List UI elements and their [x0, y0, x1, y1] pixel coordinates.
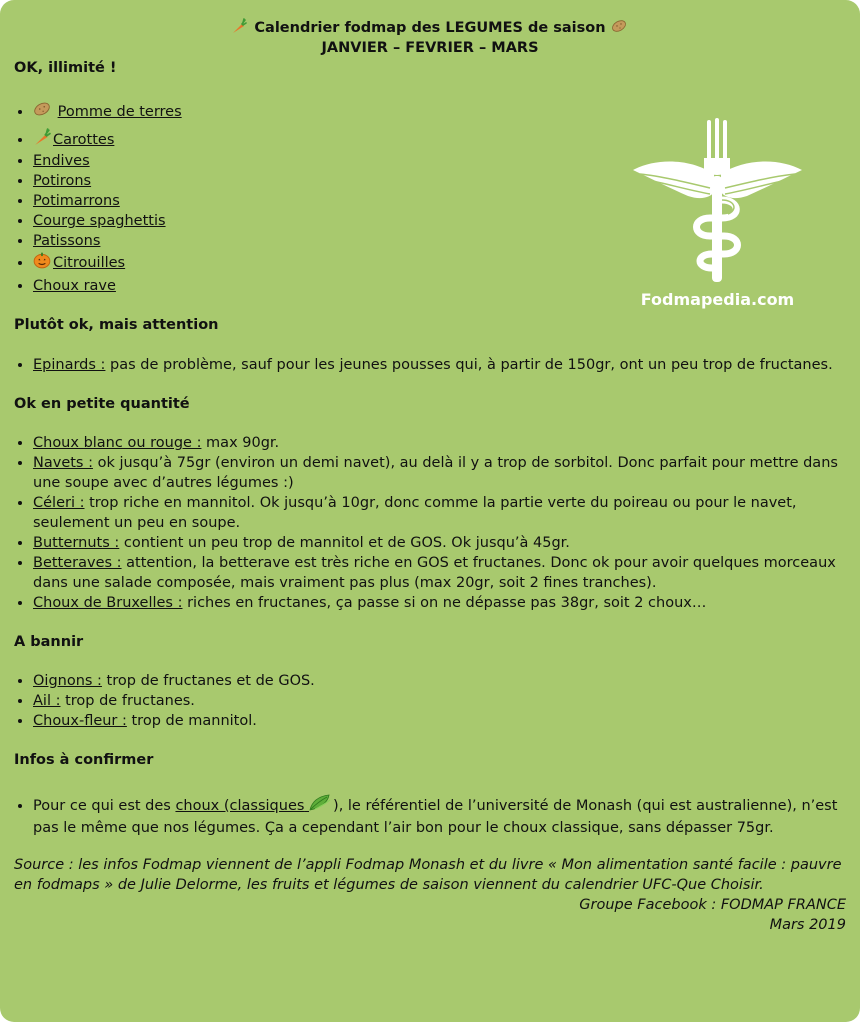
link-navets[interactable]: Navets : [33, 455, 93, 471]
title-text: Calendrier fodmap des LEGUMES de saison [254, 20, 606, 36]
link-courge-spaghettis[interactable]: Courge spaghettis [33, 213, 166, 229]
item-text: riches en fructanes, ça passe si on ne dépasse pas 38gr, soit 2 choux… [182, 595, 707, 611]
link-patissons[interactable]: Patissons [33, 233, 101, 249]
potato-icon [33, 100, 51, 118]
link-butternuts[interactable]: Butternuts : [33, 535, 120, 551]
item-text: attention, la betterave est très riche en GOS et fructanes. Donc ok pour avoir quelques morceaux dans une salade composée, mais vraiment pas plus (max 20gr, soit 2 fines tranches). [33, 555, 836, 591]
item-text: trop de mannitol. [126, 713, 257, 729]
item-text: contient un peu trop de mannitol et de GOS. Ok jusqu’à 45gr. [119, 535, 570, 551]
item-text: ok jusqu’à 75gr (environ un demi navet), au delà il y a trop de sorbitol. Donc parfait pour mettre dans une soupe avec d’autres légumes :) [33, 455, 838, 491]
heading-attention: Plutôt ok, mais attention [14, 317, 219, 333]
item-text: trop riche en mannitol. Ok jusqu’à 10gr, donc comme la partie verte du poireau ou pour le navet, seulement un peu en soupe. [33, 495, 797, 531]
pumpkin-icon [33, 251, 51, 269]
heading-infos-a-confirmer: Infos à confirmer [14, 752, 154, 768]
potato-icon [611, 18, 627, 34]
list-a-bannir [14, 671, 846, 731]
source-note: Source : les infos Fodmap viennent de l’appli Fodmap Monash et du livre « Mon alimentation santé facile : pauvre en fodmaps » de Julie Delorme, les fruits et légumes de saison viennent du calendrier UFC-Que Choisir. [14, 857, 842, 893]
list-infos-a-confirmer [14, 794, 846, 839]
item-text: trop de fructanes. [60, 693, 195, 709]
carrot-icon [231, 18, 247, 34]
title-line-2: JANVIER – FEVRIER – MARS [321, 40, 539, 56]
list-item [33, 794, 846, 839]
heading-a-bannir: A bannir [14, 634, 84, 650]
link-celeri[interactable]: Céleri : [33, 495, 85, 511]
link-pomme-de-terres[interactable]: Pomme de terres [57, 104, 182, 120]
list-item [33, 711, 846, 731]
link-oignons[interactable]: Oignons : [33, 673, 102, 689]
list-item [33, 493, 846, 533]
list-item [33, 533, 846, 553]
logo-text: Fodmapedia.com [640, 290, 795, 309]
list-attention [14, 355, 846, 375]
heading-petite-quantite: Ok en petite quantité [14, 396, 190, 412]
list-item [33, 355, 846, 375]
item-text: pas de problème, sauf pour les jeunes pousses qui, à partir de 150gr, ont un peu trop de fructanes. [105, 357, 833, 373]
link-citrouilles[interactable]: Citrouilles [53, 255, 126, 271]
link-epinards[interactable]: Epinards : [33, 357, 106, 373]
list-item [33, 453, 846, 493]
list-petite-quantite [14, 433, 846, 613]
title-line-1 [14, 18, 846, 38]
leafy-greens-icon [309, 794, 331, 812]
credit-group: Groupe Facebook : FODMAP FRANCE [579, 897, 846, 913]
link-text: choux (classiques [175, 798, 305, 814]
list-item [33, 553, 846, 593]
link-ail[interactable]: Ail : [33, 693, 61, 709]
list-item [33, 593, 846, 613]
link-choux-blanc[interactable]: Choux blanc ou rouge : [33, 435, 202, 451]
item-text: ), le référentiel de l’université de Monash (qui est australienne), n’est pas le même que nos légumes. Ça a cependant l’air bon pour le choux classique, sans dépasser 75gr. [33, 798, 838, 836]
heading-ok: OK, illimité ! [14, 60, 117, 76]
link-betteraves[interactable]: Betteraves : [33, 555, 122, 571]
list-item [33, 691, 846, 711]
fodmapedia-logo [630, 118, 805, 318]
item-text: trop de fructanes et de GOS. [101, 673, 315, 689]
link-carottes[interactable]: Carottes [53, 132, 115, 148]
link-endives[interactable]: Endives [33, 153, 90, 169]
list-item [33, 671, 846, 691]
item-text: Pour ce qui est des [33, 798, 176, 814]
link-potirons[interactable]: Potirons [33, 173, 92, 189]
link-choux-de-bruxelles[interactable]: Choux de Bruxelles : [33, 595, 183, 611]
credit-date: Mars 2019 [769, 917, 846, 933]
item-text: max 90gr. [201, 435, 280, 451]
link-choux-fleur[interactable]: Choux-fleur : [33, 713, 127, 729]
list-item [33, 433, 846, 453]
fork-caduceus-icon [630, 118, 805, 288]
link-choux-rave[interactable]: Choux rave [33, 278, 116, 294]
carrot-icon [33, 128, 51, 146]
link-potimarrons[interactable]: Potimarrons [33, 193, 120, 209]
link-choux-classiques[interactable] [175, 798, 333, 814]
